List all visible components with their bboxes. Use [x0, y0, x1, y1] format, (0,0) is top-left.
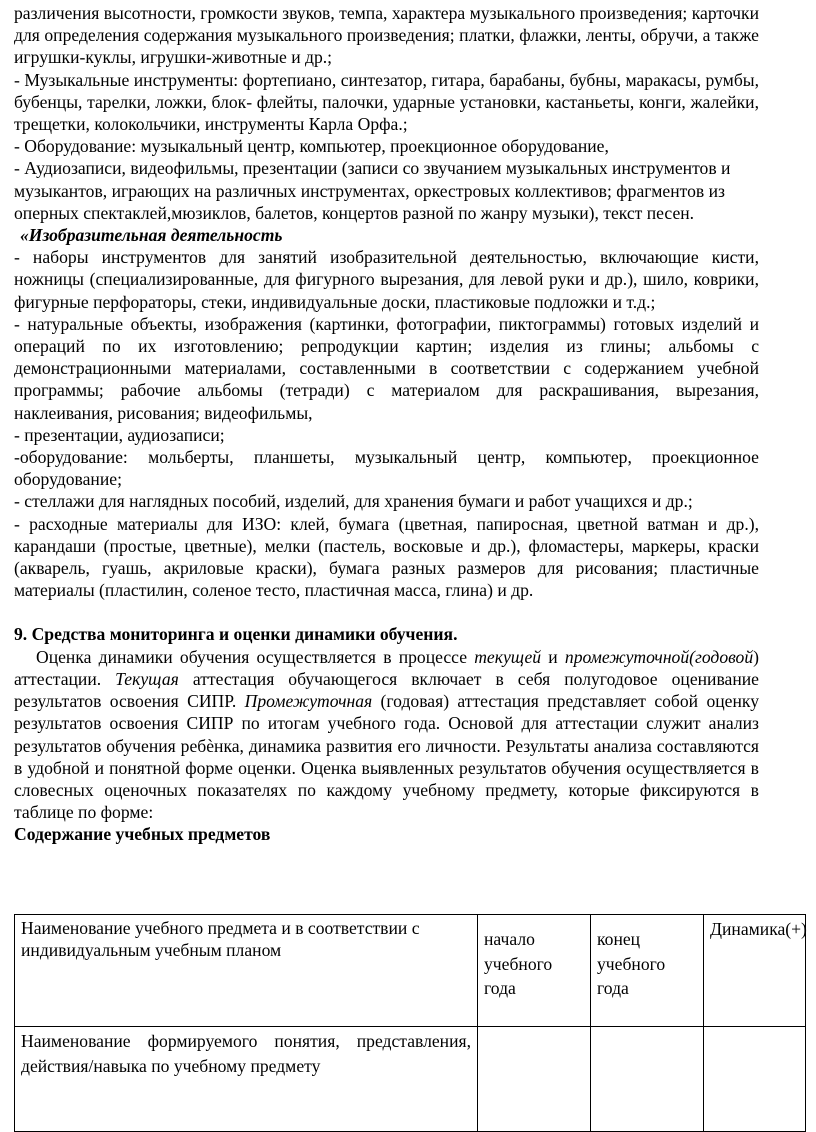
text-run: (годовая) аттестация представляет собой оценку результатов освоения СИПР по итогам учебного года. Основой для аттестации служит анализ результатов обучения ребѐнка, динамика развития его личности. Результаты анализа составляются в удобной и понятной форме оценки. Оценка выявленных результатов обучения осуществляется в словесных оценочных показателях по каждому учебному предмету, которые фиксируются в таблице по форме:	[14, 691, 759, 823]
text-run: и	[541, 646, 565, 667]
text-run-italic: текущей	[474, 646, 542, 667]
paragraph-music-equipment: - Оборудование: музыкальный центр, компьютер, проекционное оборудование,	[14, 136, 609, 157]
art-item-objects: - натуральные объекты, изображения (картинки, фотографии, пиктограммы) готовых изделий и операций по их изготовлению; репродукции картин; изделия из глины; альбомы с демонстрационными материалами, составленными в соответствии с содержанием учебной программы; рабочие альбомы (тетради) с материалом для раскрашивания, вырезания, наклеивания, рисования; видеофильмы,	[14, 313, 759, 423]
paragraph-music-instruments: - Музыкальные инструменты: фортепиано, синтезатор, гитара, барабаны, бубны, маракасы, румбы, бубенцы, тарелки, ложки, блок- флейты, палочки, ударные установки, кастаньеты, конги, жалейки, трещетки, колокольчики, инструменты Карла Орфа.;	[14, 69, 759, 135]
art-item-tools: - наборы инструментов для занятий изобразительной деятельностью, включающие кисти, ножницы (специализированные, для фигурного вырезания, для левой руки и др.), шило, коврики, фигурные перфораторы, стеки, индивидуальные доски, пластиковые подложки и т.д.;	[14, 247, 759, 312]
text-run: аттестация обучающегося включает в себя полугодовое оценивание результатов освоения СИПР.	[14, 668, 759, 712]
section-9-title: 9. Средства мониторинга и оценки динамики обучения.	[14, 624, 458, 645]
cell-end-value	[591, 1027, 704, 1132]
text-run-italic: Промежуточная	[244, 691, 373, 712]
table-header-row	[15, 915, 806, 1027]
header-end-year: конец учебного года	[591, 915, 704, 1027]
paragraph-music-audio: - Аудиозаписи, видеофильмы, презентации (записи со звучанием музыкальных инструментов и музыкантов, играющих на различных инструментах, оркестровых коллективов; фрагментов из оперных спектаклей,мюзиклов, балетов, концертов разной по жанру музыки), текст песен.	[14, 158, 731, 223]
art-item-equipment: -оборудование: мольберты, планшеты, музыкальный центр, компьютер, проекционное оборудование;	[14, 447, 759, 490]
section-9-paragraph	[14, 646, 759, 824]
text-run: Оценка динамики обучения осуществляется в процессе	[36, 646, 475, 667]
header-subject: Наименование учебного предмета и в соответствии с индивидуальным учебным планом	[15, 915, 478, 1027]
text-run-italic: промежуточной(годовой	[564, 646, 754, 667]
paragraph-music-materials: различения высотности, громкости звуков, темпа, характера музыкального произведения; карточки для определения содержания музыкального произведения; платки, флажки, ленты, обручи, а также игрушки-куклы, игрушки-животные и др.;	[14, 3, 759, 68]
text-run-italic: Текущая	[115, 668, 179, 689]
cell-start-value	[478, 1027, 591, 1132]
art-item-supplies: - расходные материалы для ИЗО: клей, бумага (цветная, папиросная, цветной ватман и др.), карандаши (простые, цветные), мелки (пастель, восковые и др.), фломастеры, маркеры, краски (акварель, гуашь, акриловые краски), бумага разных размеров для рисования; пластичные материалы (пластилин, соленое тесто, пластичная масса, глина) и др.	[14, 513, 759, 601]
text-run: ) аттестации.	[14, 646, 759, 689]
cell-dynamics-value	[704, 1027, 806, 1132]
document-body	[14, 2, 759, 846]
cell-concept: Наименование формируемого понятия, представления, действия/навыка по учебному предмету	[15, 1027, 478, 1132]
art-item-shelves: - стеллажи для наглядных пособий, изделий, для хранения бумаги и работ учащихся и др.;	[14, 491, 693, 512]
subjects-table	[14, 914, 806, 1132]
header-dynamics: Динамика(+)	[704, 915, 806, 1027]
spacer	[14, 601, 759, 623]
art-item-presentations: - презентации, аудиозаписи;	[14, 424, 225, 445]
table-caption: Содержание учебных предметов	[14, 824, 271, 845]
header-start-year: начало учебного года	[478, 915, 591, 1027]
table-row	[15, 1027, 806, 1132]
art-heading: «Изобразительная деятельность	[20, 225, 283, 246]
